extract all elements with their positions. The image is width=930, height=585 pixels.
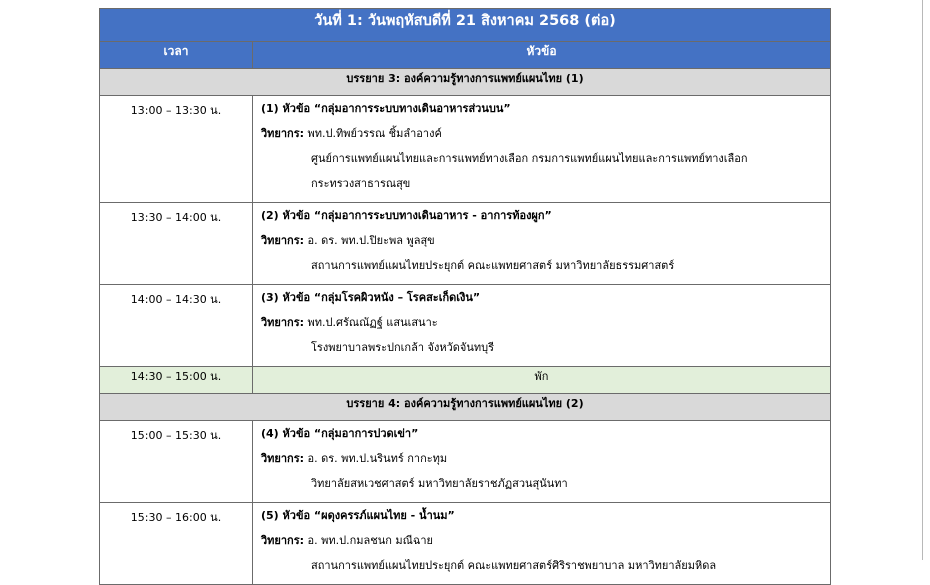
speaker-name: อ. ดร. พท.ป.นรินทร์ กากะทุม (307, 452, 448, 465)
session-row (100, 503, 831, 585)
day-title: วันที่ 1: วันพฤหัสบดีที่ 21 สิงหาคม 2568 (ต่อ) (100, 9, 831, 42)
session-detail (253, 203, 831, 285)
session-topic: (5) หัวข้อ “ผดุงครรภ์แผนไทย - น้ำนม” (261, 509, 455, 522)
speaker-line (261, 232, 822, 257)
section-row (100, 69, 831, 96)
speaker-affiliation: สถานการแพทย์แผนไทยประยุกต์ คณะแพทยศาสตร์ศิริราชพยาบาล มหาวิทยาลัยมหิดล (311, 559, 717, 572)
session-detail (253, 503, 831, 585)
speaker-label: วิทยากร: (261, 127, 305, 140)
speaker-affiliation: สถานการแพทย์แผนไทยประยุกต์ คณะแพทยศาสตร์ มหาวิทยาลัยธรรมศาสตร์ (311, 259, 675, 272)
break-time: 14:30 – 15:00 น. (100, 367, 253, 394)
speaker-name: อ. ดร. พท.ป.ปิยะพล พูลสุข (307, 234, 435, 247)
speaker-line (261, 125, 822, 150)
session-time: 13:00 – 13:30 น. (100, 96, 253, 203)
column-header-topic: หัวข้อ (253, 42, 831, 69)
header-row (100, 42, 831, 69)
session-detail (253, 285, 831, 367)
session-row (100, 96, 831, 203)
session-time: 15:00 – 15:30 น. (100, 421, 253, 503)
session-time: 15:30 – 16:00 น. (100, 503, 253, 585)
session-detail (253, 96, 831, 203)
session-topic: (4) หัวข้อ “กลุ่มอาการปวดเข่า” (261, 427, 419, 440)
break-label: พัก (253, 367, 831, 394)
session-topic: (1) หัวข้อ “กลุ่มอาการระบบทางเดินอาหารส่วนบน” (261, 102, 511, 115)
session-topic: (3) หัวข้อ “กลุ่มโรคผิวหนัง – โรคสะเก็ดเงิน” (261, 291, 481, 304)
session-time: 14:00 – 14:30 น. (100, 285, 253, 367)
session-row (100, 203, 831, 285)
schedule-table (99, 8, 831, 585)
section-heading: บรรยาย 3: องค์ความรู้ทางการแพทย์แผนไทย (1) (100, 69, 831, 96)
speaker-name: พท.ป.ทิพย์วรรณ ชิ้มลำอางค์ (307, 127, 442, 140)
session-row (100, 285, 831, 367)
speaker-affiliation: วิทยาลัยสหเวชศาสตร์ มหาวิทยาลัยราชภัฏสวนสุนันทา (311, 477, 568, 490)
speaker-label: วิทยากร: (261, 452, 305, 465)
session-row (100, 421, 831, 503)
speaker-label: วิทยากร: (261, 316, 305, 329)
section-heading: บรรยาย 4: องค์ความรู้ทางการแพทย์แผนไทย (2) (100, 394, 831, 421)
speaker-name: อ. พท.ป.กมลชนก มณีฉาย (307, 534, 433, 547)
column-header-time: เวลา (100, 42, 253, 69)
title-row (100, 9, 831, 42)
speaker-affiliation: ศูนย์การแพทย์แผนไทยและการแพทย์ทางเลือก กรมการแพทย์แผนไทยและการแพทย์ทางเลือก (311, 152, 748, 165)
speaker-name: พท.ป.ศรัณณัฏฐ์ แสนเสนาะ (307, 316, 438, 329)
page-edge-rule (922, 0, 923, 560)
speaker-line (261, 450, 822, 475)
session-topic: (2) หัวข้อ “กลุ่มอาการระบบทางเดินอาหาร - อาการท้องผูก” (261, 209, 552, 222)
session-detail (253, 421, 831, 503)
break-row (100, 367, 831, 394)
speaker-affiliation: โรงพยาบาลพระปกเกล้า จังหวัดจันทบุรี (311, 341, 494, 354)
session-time: 13:30 – 14:00 น. (100, 203, 253, 285)
speaker-affiliation: กระทรวงสาธารณสุข (311, 177, 411, 190)
speaker-line (261, 532, 822, 557)
section-row (100, 394, 831, 421)
speaker-line (261, 314, 822, 339)
speaker-label: วิทยากร: (261, 234, 305, 247)
speaker-label: วิทยากร: (261, 534, 305, 547)
